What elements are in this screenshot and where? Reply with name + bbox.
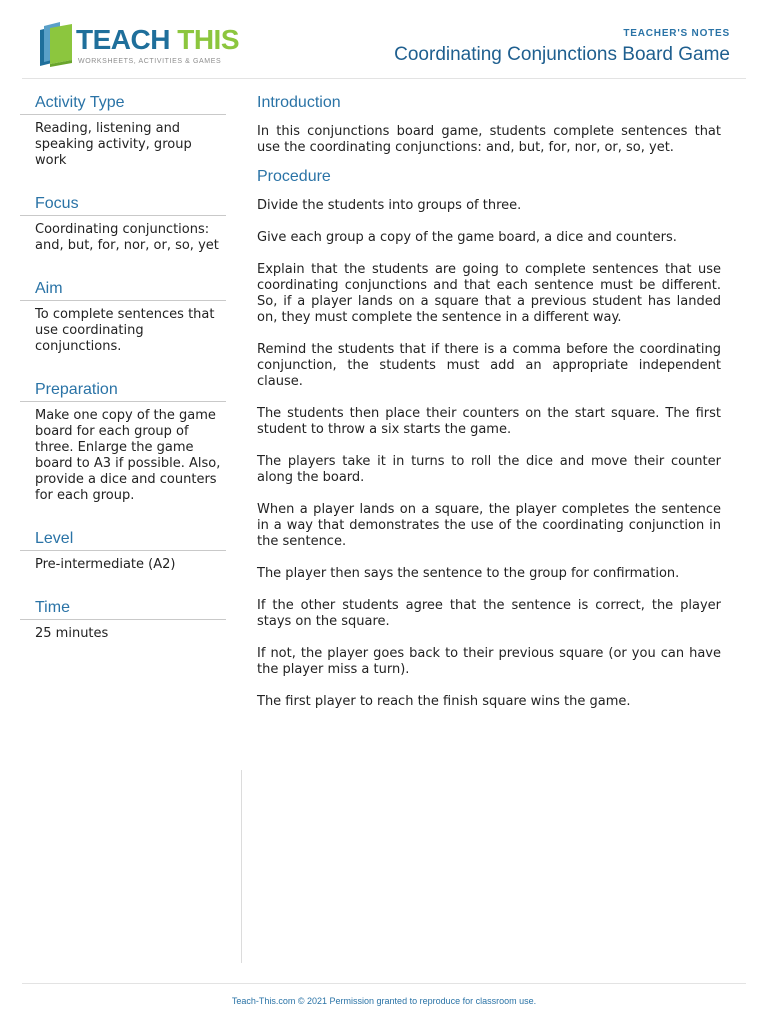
section-heading: Activity Type xyxy=(20,94,226,115)
column-divider xyxy=(241,770,242,963)
procedure-step: Remind the students that if there is a comma before the coordinating conjunction, the students must add an appropriate independent clause. xyxy=(257,342,721,389)
procedure-step: The players take it in turns to roll the dice and move their counter along the board. xyxy=(257,454,721,485)
teachers-notes-label: TEACHER'S NOTES xyxy=(623,28,730,39)
section-text: To complete sentences that use coordinating conjunctions. xyxy=(35,307,215,354)
aim-section xyxy=(20,280,226,355)
level-section xyxy=(20,530,226,573)
section-heading: Focus xyxy=(20,195,226,216)
section-text: Make one copy of the game board for each group of three. Enlarge the game board to A3 if possible. Also, provide a dice and counters for each group. xyxy=(35,408,221,503)
logo-word-this: THIS xyxy=(177,24,240,55)
footer-divider xyxy=(22,983,746,984)
procedure-step: Give each group a copy of the game board, a dice and counters. xyxy=(257,230,677,245)
main-content xyxy=(257,94,721,726)
introduction-text: In this conjunctions board game, students complete sentences that use the coordinating conjunctions: and, but, for, nor, or, so, yet. xyxy=(257,124,721,155)
introduction-heading: Introduction xyxy=(257,94,341,111)
section-text: Reading, listening and speaking activity, group work xyxy=(35,121,192,168)
logo-tagline: WORKSHEETS, ACTIVITIES & GAMES xyxy=(78,58,222,65)
section-heading: Level xyxy=(20,530,226,551)
procedure-step: The player then says the sentence to the group for confirmation. xyxy=(257,566,680,581)
section-heading: Time xyxy=(20,599,226,620)
preparation-section xyxy=(20,381,226,504)
procedure-step: When a player lands on a square, the player completes the sentence in a way that demonstrates the use of the coordinating conjunction in the sentence. xyxy=(257,502,721,549)
section-heading: Preparation xyxy=(20,381,226,402)
activity-type-section xyxy=(20,94,226,169)
focus-section xyxy=(20,195,226,254)
logo-wordmark xyxy=(76,24,239,56)
section-text: Coordinating conjunctions: and, but, for, nor, or, so, yet xyxy=(35,222,219,253)
page-header xyxy=(22,0,746,79)
procedure-step: If not, the player goes back to their previous square (or you can have the player miss a turn). xyxy=(257,646,721,677)
section-heading: Aim xyxy=(20,280,226,301)
footer-copyright: Teach-This.com © 2021 Permission granted to reproduce for classroom use. xyxy=(231,996,537,1006)
info-sidebar xyxy=(20,94,226,668)
procedure-step: The students then place their counters on the start square. The first student to throw a six starts the game. xyxy=(257,406,721,437)
book-logo-icon xyxy=(36,22,76,70)
section-text: Pre-intermediate (A2) xyxy=(35,557,176,572)
teach-this-logo xyxy=(36,22,240,72)
procedure-step: If the other students agree that the sentence is correct, the player stays on the square. xyxy=(257,598,721,629)
procedure-step: Explain that the students are going to complete sentences that use coordinating conjunctions and that each sentence must be different. So, if a player lands on a square that a previous student has landed on, they must complete the sentence in a different way. xyxy=(257,262,721,325)
procedure-step: Divide the students into groups of three. xyxy=(257,198,522,213)
procedure-step: The first player to reach the finish square wins the game. xyxy=(257,694,631,709)
page-title: Coordinating Conjunctions Board Game xyxy=(394,44,730,65)
logo-word-teach: TEACH xyxy=(76,24,170,55)
time-section xyxy=(20,599,226,642)
section-text: 25 minutes xyxy=(35,626,109,641)
procedure-heading: Procedure xyxy=(257,168,331,185)
